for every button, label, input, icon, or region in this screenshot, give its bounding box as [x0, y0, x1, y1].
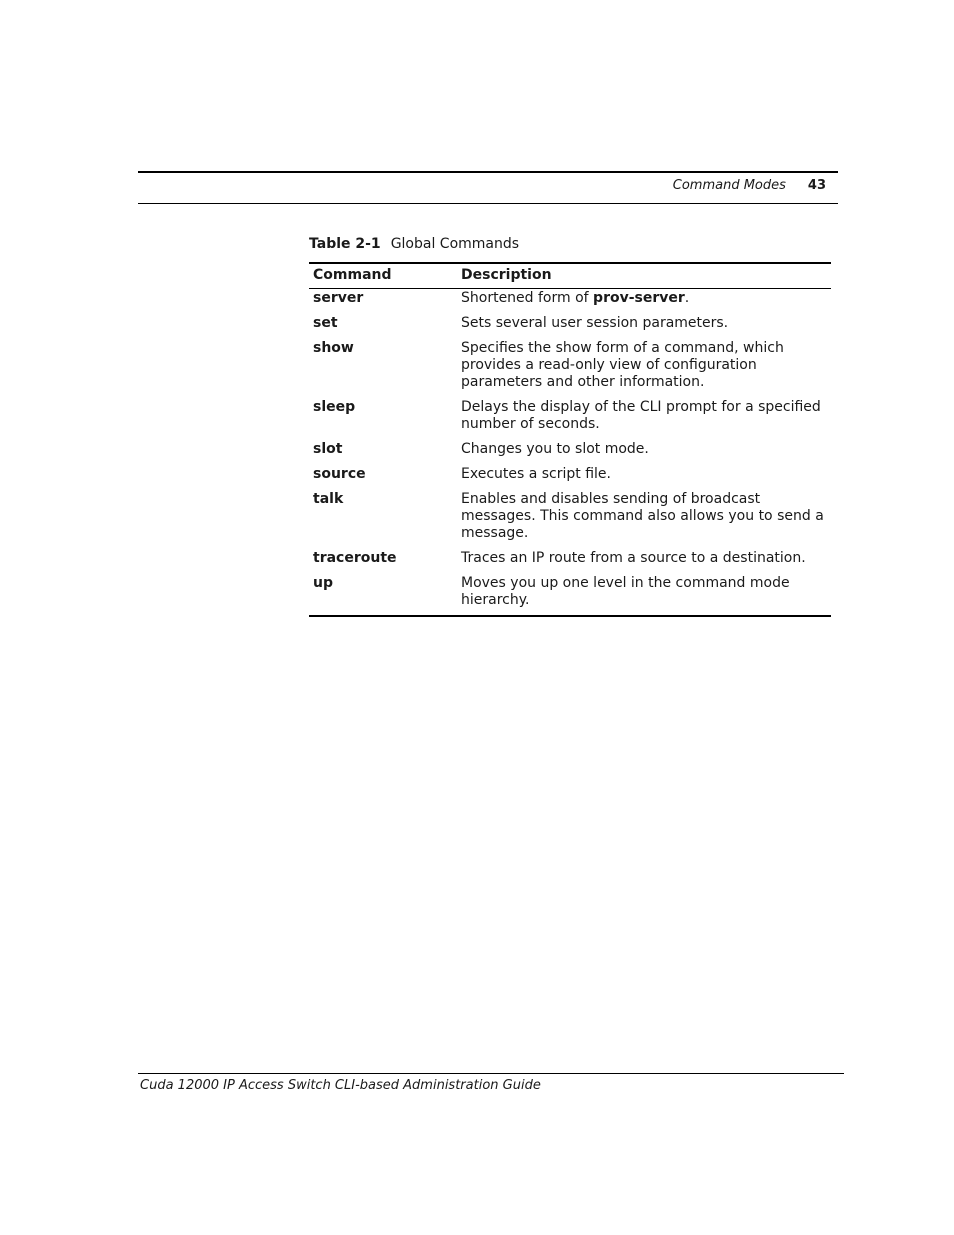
description-cell: Moves you up one level in the command mode hierarchy.	[461, 575, 790, 608]
global-commands-table	[309, 262, 831, 617]
table-caption-title: Global Commands	[390, 236, 520, 252]
description-bold-term: prov-server	[593, 290, 685, 306]
running-header	[560, 178, 826, 194]
description-cell: Traces an IP route from a source to a destination.	[461, 550, 806, 566]
command-cell: slot	[313, 441, 343, 457]
column-header-command: Command	[309, 263, 457, 289]
header-bottom-rule	[138, 203, 838, 204]
command-cell: sleep	[313, 399, 356, 415]
description-cell: Enables and disables sending of broadcast messages. This command also allows you to send a message.	[461, 491, 824, 541]
table-header-row	[309, 263, 831, 289]
command-cell: talk	[313, 491, 344, 507]
command-cell: show	[313, 340, 354, 356]
command-cell: traceroute	[313, 550, 397, 566]
footer-book-title: Cuda 12000 IP Access Switch CLI-based Administration Guide	[140, 1078, 541, 1093]
table-row	[309, 315, 831, 340]
header-section-title: Command Modes	[672, 178, 786, 193]
table-caption	[309, 235, 519, 253]
description-cell: Sets several user session parameters.	[461, 315, 729, 331]
page-number: 43	[807, 178, 826, 193]
table-row	[309, 441, 831, 466]
table-row	[309, 466, 831, 491]
description-cell: Executes a script file.	[461, 466, 611, 482]
table-row	[309, 399, 831, 441]
footer-rule	[138, 1073, 844, 1074]
table-caption-number: Table 2-1	[309, 236, 381, 252]
command-cell: set	[313, 315, 338, 331]
table-row	[309, 491, 831, 550]
command-cell: server	[313, 290, 364, 306]
command-cell: up	[313, 575, 333, 591]
description-cell: Changes you to slot mode.	[461, 441, 649, 457]
table-row	[309, 550, 831, 575]
table-row	[309, 289, 831, 316]
description-cell: Specifies the show form of a command, which provides a read-only view of configuration parameters and other information.	[461, 340, 784, 390]
command-cell: source	[313, 466, 366, 482]
header-top-rule	[138, 171, 838, 173]
description-cell: Delays the display of the CLI prompt for a specified number of seconds.	[461, 399, 821, 432]
description-cell	[457, 289, 831, 316]
description-text: Shortened form of	[461, 290, 594, 306]
table-row	[309, 575, 831, 616]
table-row	[309, 340, 831, 399]
column-header-description: Description	[457, 263, 831, 289]
description-text-end: .	[684, 290, 690, 306]
